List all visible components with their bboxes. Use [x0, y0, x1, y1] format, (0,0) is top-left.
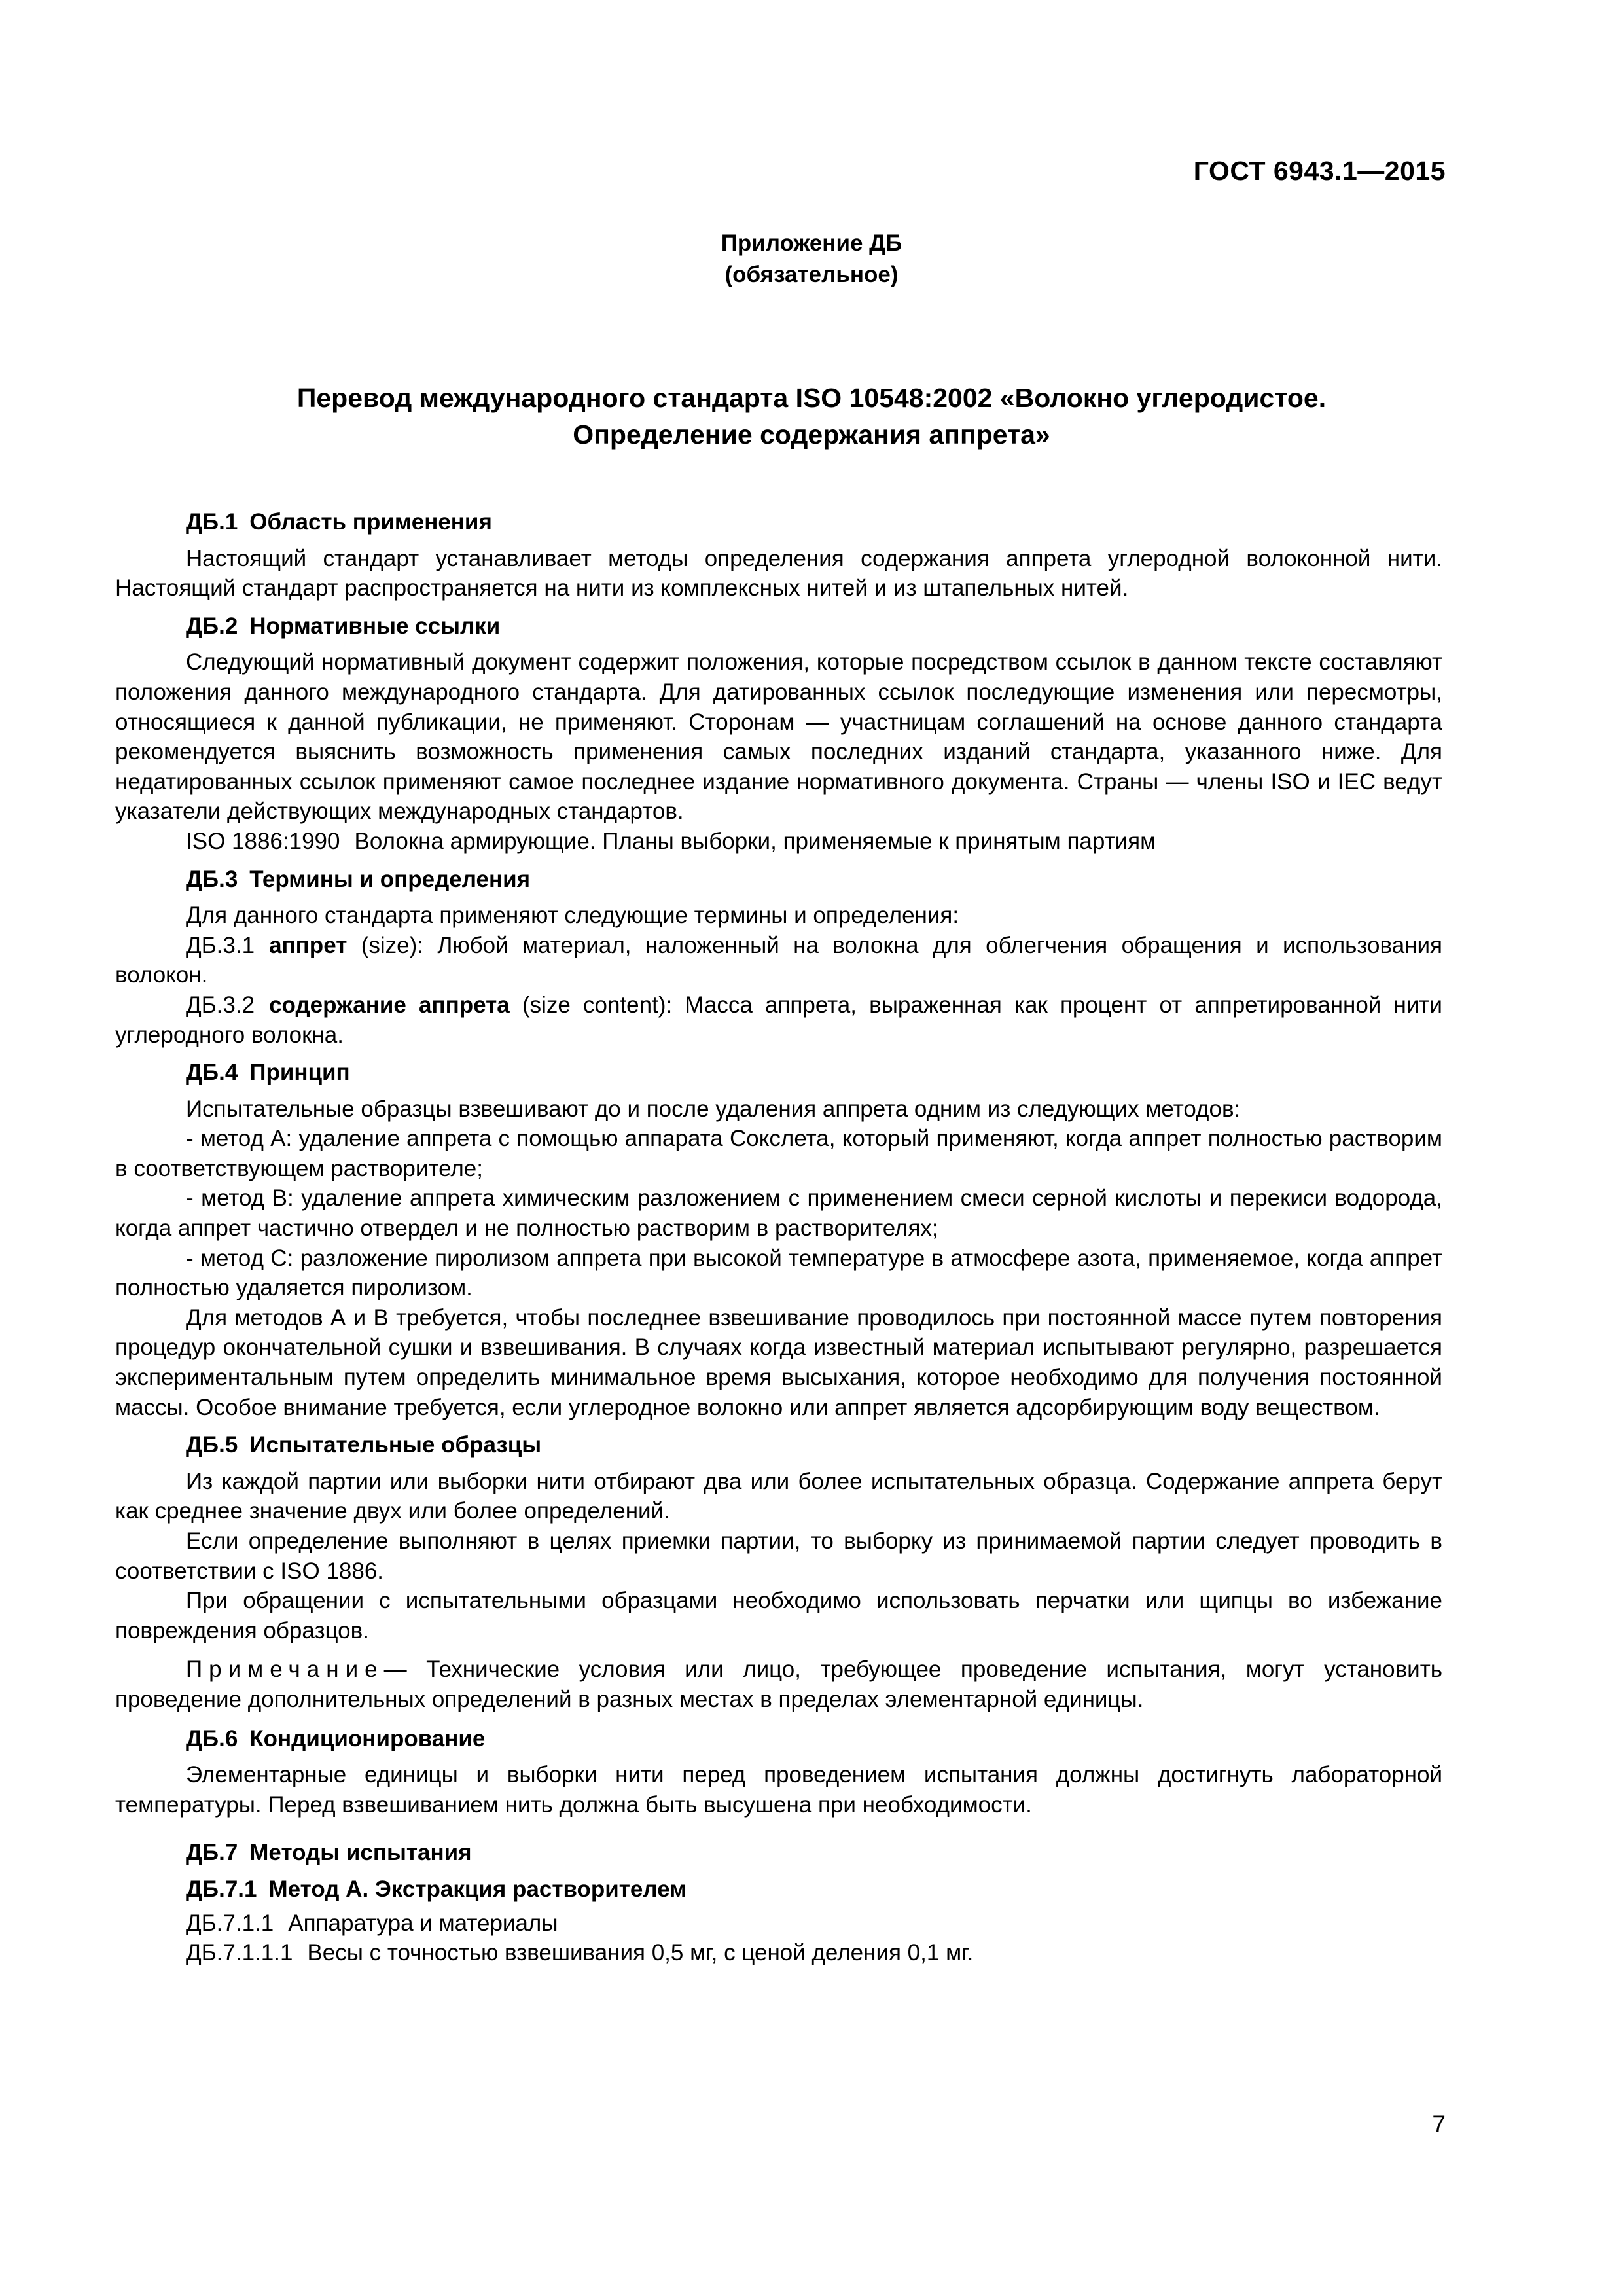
paragraph: Если определение выполняют в целях приемки партии, то выборку из принимаемой партии следует проводить в соответствии с ISO 1886.	[115, 1528, 1442, 1584]
paragraph: Из каждой партии или выборки нити отбирают два или более испытательных образца. Содержание аппрета берут как среднее значение двух или более определений.	[115, 1468, 1442, 1524]
normative-reference	[115, 827, 1442, 857]
section-heading-3	[115, 865, 1442, 895]
clause-text: Аппаратура и материалы	[288, 1910, 558, 1936]
title-line-1: Перевод международного стандарта ISO 10548:2002 «Волокно углеродистое.	[296, 383, 1327, 413]
standard-designation: ГОСТ 6943.1—2015	[1193, 156, 1446, 186]
section-heading-5	[115, 1430, 1442, 1460]
note-text: — Технические условия или лицо, требующее проведение испытания, могут установить проведение дополнительных определений в разных местах в пределах элементарной единицы.	[115, 1657, 1442, 1712]
section-title: Испытательные образцы	[249, 1432, 542, 1458]
section-title: Методы испытания	[249, 1840, 472, 1866]
clause-number: ДБ.7.1.1.1	[186, 1940, 293, 1966]
clause-text: Весы с точностью взвешивания 0,5 мг, с ценой деления 0,1 мг.	[307, 1940, 974, 1966]
reference-code: ISO 1886:1990	[186, 828, 340, 854]
note-label: Примечание	[186, 1657, 384, 1683]
method-item: - метод С: разложение пиролизом аппрета при высокой температуре в атмосфере азота, применяемое, когда аппрет полностью удаляется пиролизом.	[115, 1245, 1442, 1301]
clause-item	[115, 1909, 1442, 1939]
annex-label: Приложение ДБ	[721, 230, 902, 256]
section-heading-6	[115, 1724, 1442, 1754]
subsection-number: ДБ.7.1	[186, 1876, 257, 1902]
section-title: Кондиционирование	[249, 1725, 486, 1751]
note	[115, 1655, 1442, 1714]
section-title: Нормативные ссылки	[249, 613, 501, 639]
section-heading-1	[115, 507, 1442, 537]
section-title: Принцип	[249, 1060, 350, 1086]
paragraph: При обращении с испытательными образцами необходимо использовать перчатки или щипцы во избежание повреждения образцов.	[115, 1588, 1442, 1643]
document-body	[115, 499, 1442, 1968]
section-title: Термины и определения	[249, 866, 531, 892]
annex-status: (обязательное)	[724, 262, 899, 287]
subsection-title: Метод А. Экстракция растворителем	[268, 1876, 687, 1902]
paragraph: Настоящий стандарт устанавливает методы определения содержания аппрета углеродной волоконной нити. Настоящий стандарт распространяется на нити из комплексных нитей и из штапельных нитей.	[115, 545, 1442, 601]
term-number: ДБ.3.1	[186, 932, 255, 958]
page-number: 7	[1432, 2111, 1446, 2138]
term-number: ДБ.3.2	[186, 992, 255, 1018]
method-item: - метод А: удаление аппрета с помощью аппарата Сокслета, который применяют, когда аппрет полностью растворим в соответствующем растворителе;	[115, 1126, 1442, 1181]
term-text: (size content): Масса аппрета, выраженная как процент от аппретированной нити углеродного волокна.	[115, 992, 1442, 1048]
term-text: (size): Любой материал, наложенный на волокна для облегчения обращения и использования волокон.	[115, 932, 1442, 988]
annex-heading	[0, 228, 1623, 291]
section-number: ДБ.6	[186, 1725, 238, 1751]
section-heading-4	[115, 1058, 1442, 1088]
subsection-heading	[115, 1874, 1442, 1905]
reference-title: Волокна армирующие. Планы выборки, применяемые к принятым партиям	[354, 828, 1156, 854]
section-number: ДБ.2	[186, 613, 238, 639]
method-item: - метод В: удаление аппрета химическим разложением с применением смеси серной кислоты и перекиси водорода, когда аппрет частично отвердел и не полностью растворим в растворителях;	[115, 1185, 1442, 1242]
section-heading-2	[115, 611, 1442, 641]
term-name: содержание аппрета	[269, 992, 510, 1018]
term-definition	[115, 931, 1442, 990]
document-title	[183, 380, 1440, 453]
section-title: Область применения	[249, 509, 492, 535]
title-line-2: Определение содержания аппрета»	[573, 420, 1050, 450]
clause-item	[115, 1938, 1442, 1968]
paragraph: Элементарные единицы и выборки нити перед проведением испытания должны достигнуть лабораторной температуры. Перед взвешиванием нить должна быть высушена при необходимости.	[115, 1762, 1442, 1818]
clause-number: ДБ.7.1.1	[186, 1910, 274, 1936]
section-number: ДБ.1	[186, 509, 238, 535]
term-name: аппрет	[269, 932, 348, 958]
section-heading-7	[115, 1838, 1442, 1868]
section-number: ДБ.3	[186, 866, 238, 892]
section-number: ДБ.5	[186, 1432, 238, 1458]
paragraph: Для данного стандарта применяют следующие термины и определения:	[186, 903, 959, 929]
paragraph: Следующий нормативный документ содержит положения, которые посредством ссылок в данном тексте составляют положения данного международного стандарта. Для датированных ссылок последующие изменения или пересмотры, относящиеся к данной публикации, не применяют. Сторонам — участницам соглашений на основе данного стандарта рекомендуется выяснить возможность применения самых последних изданий стандарта, указанного ниже. Для недатированных ссылок применяют самое последнее издание нормативного документа. Страны — члены ISO и IEC ведут указатели действующих международных стандартов.	[115, 649, 1442, 825]
paragraph: Для методов А и В требуется, чтобы последнее взвешивание проводилось при постоянной массе путем повторения процедур окончательной сушки и взвешивания. В случаях когда известный материал испытывают регулярно, разрешается экспериментальным путем определить минимальное время высыхания, которое необходимо для получения постоянной массы. Особое внимание требуется, если углеродное волокно или аппрет является адсорбирующим воду веществом.	[115, 1304, 1442, 1420]
section-number: ДБ.4	[186, 1060, 238, 1086]
term-definition	[115, 990, 1442, 1050]
section-number: ДБ.7	[186, 1840, 238, 1866]
paragraph: Испытательные образцы взвешивают до и после удаления аппрета одним из следующих методов:	[186, 1096, 1241, 1122]
